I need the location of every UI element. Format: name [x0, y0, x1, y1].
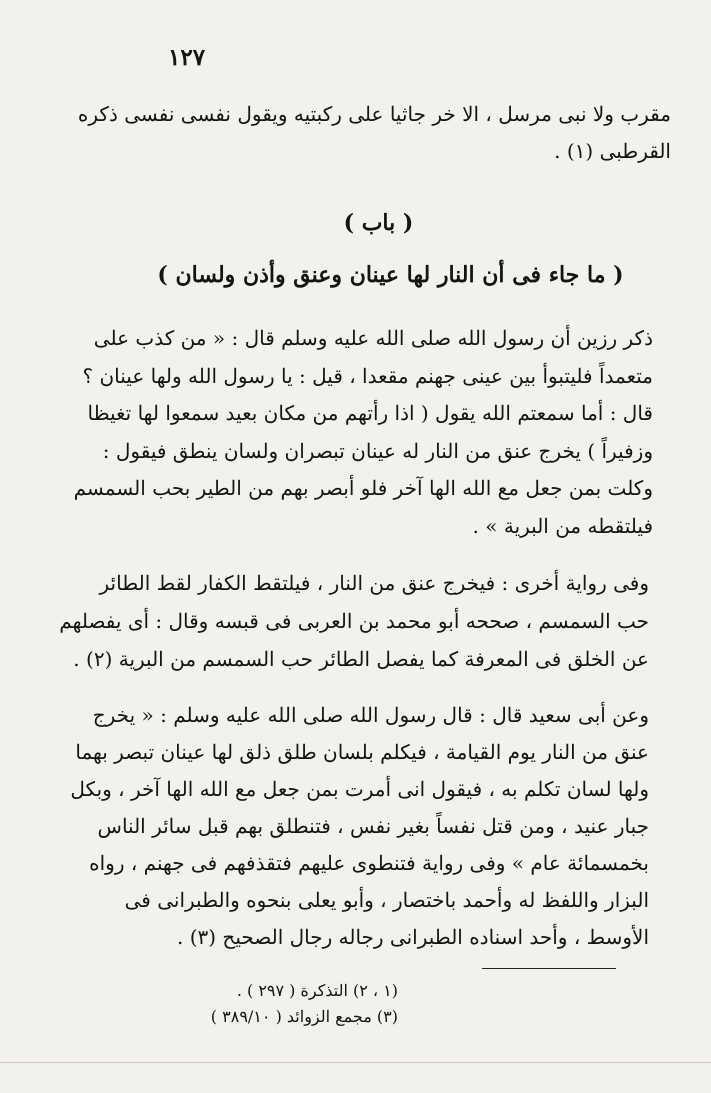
text-line: حب السمسم ، صححه أبو محمد بن العربى فى قبسه وقال : أى يفصلهم: [59, 609, 649, 633]
footnote: (٣) مجمع الزوائد ( ٣٨٩/١٠ ): [210, 1007, 398, 1026]
text-line: ذكر رزين أن رسول الله صلى الله عليه وسلم قال : « من كذب على: [93, 326, 653, 350]
paragraph-razin: [73, 320, 653, 545]
text-line: وزفيراً ) يخرج عنق من النار له عينان تبصران ولسان ينطق فيقول :: [102, 438, 653, 463]
page-edge-divider: [0, 1062, 711, 1063]
chapter-title: ( ما جاء فى أن النار لها عينان وعنق وأذن ولسان ): [157, 262, 624, 288]
chapter-heading: ( باب ): [343, 210, 414, 236]
text-line: مقرب ولا نبى مرسل ، الا خر جاثيا على ركبتيه ويقول نفسى نفسى ذكره: [77, 102, 671, 126]
text-line: وعن أبى سعيد قال : قال رسول الله صلى الله عليه وسلم : « يخرج: [92, 703, 649, 727]
text-line: بخمسمائة عام » وفى رواية فتنطوى عليهم فتقذفهم فى جهنم ، رواه: [89, 851, 649, 875]
text-line: الأوسط ، وأحد اسناده الطبرانى رجاله رجال الصحيح (٣) .: [176, 925, 649, 949]
paragraph-another-narration: [59, 564, 649, 678]
text-line: فيلتقطه من البرية » .: [472, 513, 653, 538]
footnote-separator: [482, 968, 616, 969]
text-line: القرطبى (١) .: [554, 139, 671, 163]
text-line: قال : أما سمعتم الله يقول ( اذا رأتهم من مكان بعيد سمعوا لها تغيظا: [87, 401, 653, 425]
text-line: متعمداً فليتبوأ بين عينى جهنم مقعدا ، قيل : يا رسول الله ولها عينان ؟: [82, 363, 653, 388]
text-line: عن الخلق فى المعرفة كما يفصل الطائر حب السمسم من البرية (٢) .: [73, 647, 649, 671]
text-line: وفى رواية أخرى : فيخرج عنق من النار ، فيلتقط الكفار لقط الطائر: [99, 571, 649, 595]
text-line: ولها لسان تكلم به ، فيقول انى أمرت بمن جعل مع الله الها آخر ، وبكل: [70, 777, 649, 801]
text-line: البزار واللفظ له وأحمد باختصار ، وأبو يعلى بنحوه والطبرانى فى: [124, 888, 649, 912]
text-line: عنق من النار يوم القيامة ، فيكلم بلسان طلق ذلق لها عينان تبصر بهما: [75, 740, 649, 764]
paragraph-abu-said: [70, 697, 649, 956]
page-number: ١٢٧: [168, 44, 206, 71]
text-line: وكلت بمن جعل مع الله الها آخر فلو أبصر بهم من الطير بحب السمسم: [73, 476, 653, 500]
text-line: جبار عنيد ، ومن قتل نفساً بغير نفس ، فتنطلق بهم قبل سائر الناس: [97, 814, 649, 838]
carryover-paragraph: [77, 96, 671, 170]
footnote: (١ ، ٢) التذكرة ( ٢٩٧ ) .: [236, 981, 398, 1000]
footnotes: [211, 978, 398, 1030]
